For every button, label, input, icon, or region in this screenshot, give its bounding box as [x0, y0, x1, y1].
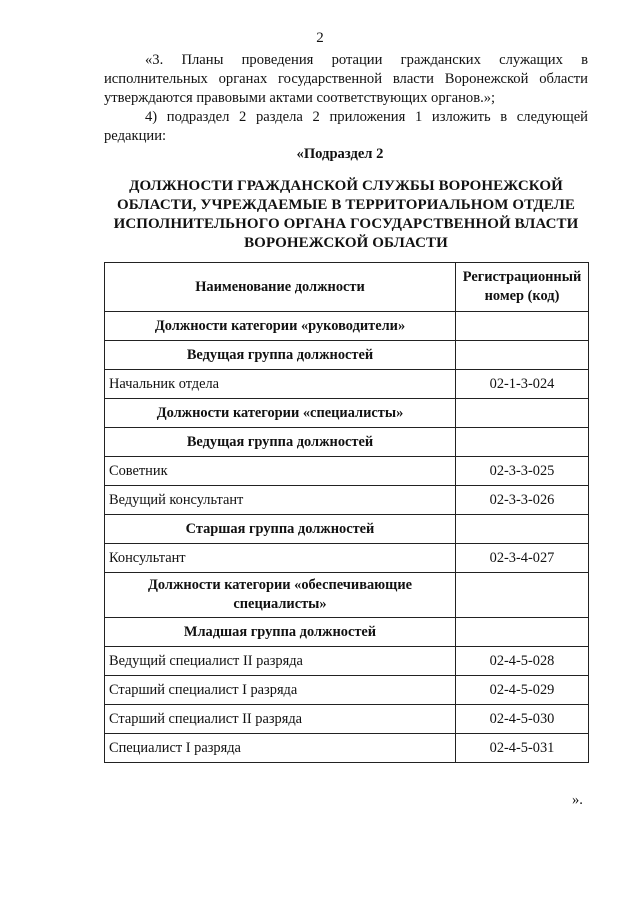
- table-row: [105, 734, 589, 763]
- position-cell: Консультант: [105, 544, 456, 573]
- header-position-name: Наименование должности: [105, 263, 456, 312]
- position-cell: Советник: [105, 457, 456, 486]
- document-heading: ДОЛЖНОСТИ ГРАЖДАНСКОЙ СЛУЖБЫ ВОРОНЕЖСКОЙ ОБЛАСТИ, УЧРЕЖДАЕМЫЕ В ТЕРРИТОРИАЛЬНОМ ОТДЕЛЕ ИСПОЛНИТЕЛЬНОГО ОРГАНА ГОСУДАРСТВЕННОЙ ВЛАСТИ ВОРОНЕЖСКОЙ ОБЛАСТИ: [113, 178, 579, 251]
- table-row: [105, 486, 589, 515]
- group-cell: Младшая группа должностей: [105, 618, 456, 647]
- code-cell: [456, 399, 589, 428]
- group-cell: Ведущая группа должностей: [105, 341, 456, 370]
- code-cell: 02-4-5-028: [456, 647, 589, 676]
- table-row: [105, 573, 589, 618]
- header-registration-code: Регистрационный номер (код): [456, 263, 589, 312]
- position-cell: Начальник отдела: [105, 370, 456, 399]
- code-cell: 02-4-5-029: [456, 676, 589, 705]
- position-cell: Ведущий консультант: [105, 486, 456, 515]
- table-row: [105, 647, 589, 676]
- table-row: [105, 341, 589, 370]
- table-header-row: [105, 263, 589, 312]
- code-cell: 02-4-5-031: [456, 734, 589, 763]
- table-row: [105, 676, 589, 705]
- position-cell: Ведущий специалист II разряда: [105, 647, 456, 676]
- table-row: [105, 399, 589, 428]
- code-cell: [456, 428, 589, 457]
- code-cell: 02-3-4-027: [456, 544, 589, 573]
- table-row: [105, 544, 589, 573]
- position-cell: Специалист I разряда: [105, 734, 456, 763]
- code-cell: [456, 341, 589, 370]
- closing-quote-mark: ».: [572, 792, 583, 808]
- code-cell: 02-4-5-030: [456, 705, 589, 734]
- paragraph-rotation-plans: «3. Планы проведения ротации гражданских служащих в исполнительных органах государственной власти Воронежской области утверждаются правовыми актами соответствующих органов.»;: [104, 52, 588, 106]
- category-cell: Должности категории «обеспечивающие специалисты»: [105, 573, 456, 618]
- positions-table: [104, 262, 589, 763]
- code-cell: 02-3-3-026: [456, 486, 589, 515]
- category-cell: Должности категории «руководители»: [105, 312, 456, 341]
- group-cell: Ведущая группа должностей: [105, 428, 456, 457]
- subsection-title: «Подраздел 2: [296, 146, 384, 162]
- group-cell: Старшая группа должностей: [105, 515, 456, 544]
- table-row: [105, 618, 589, 647]
- position-cell: Старший специалист I разряда: [105, 676, 456, 705]
- table-row: [105, 428, 589, 457]
- table-row: [105, 705, 589, 734]
- category-cell: Должности категории «специалисты»: [105, 399, 456, 428]
- table-row: [105, 515, 589, 544]
- code-cell: [456, 515, 589, 544]
- paragraph-amendment: 4) подраздел 2 раздела 2 приложения 1 изложить в следующей редакции:: [104, 109, 588, 144]
- code-cell: [456, 312, 589, 341]
- table-row: [105, 312, 589, 341]
- table-row: [105, 457, 589, 486]
- code-cell: [456, 573, 589, 618]
- position-cell: Старший специалист II разряда: [105, 705, 456, 734]
- code-cell: 02-3-3-025: [456, 457, 589, 486]
- table-row: [105, 370, 589, 399]
- page-number: 2: [316, 30, 324, 46]
- code-cell: 02-1-3-024: [456, 370, 589, 399]
- code-cell: [456, 618, 589, 647]
